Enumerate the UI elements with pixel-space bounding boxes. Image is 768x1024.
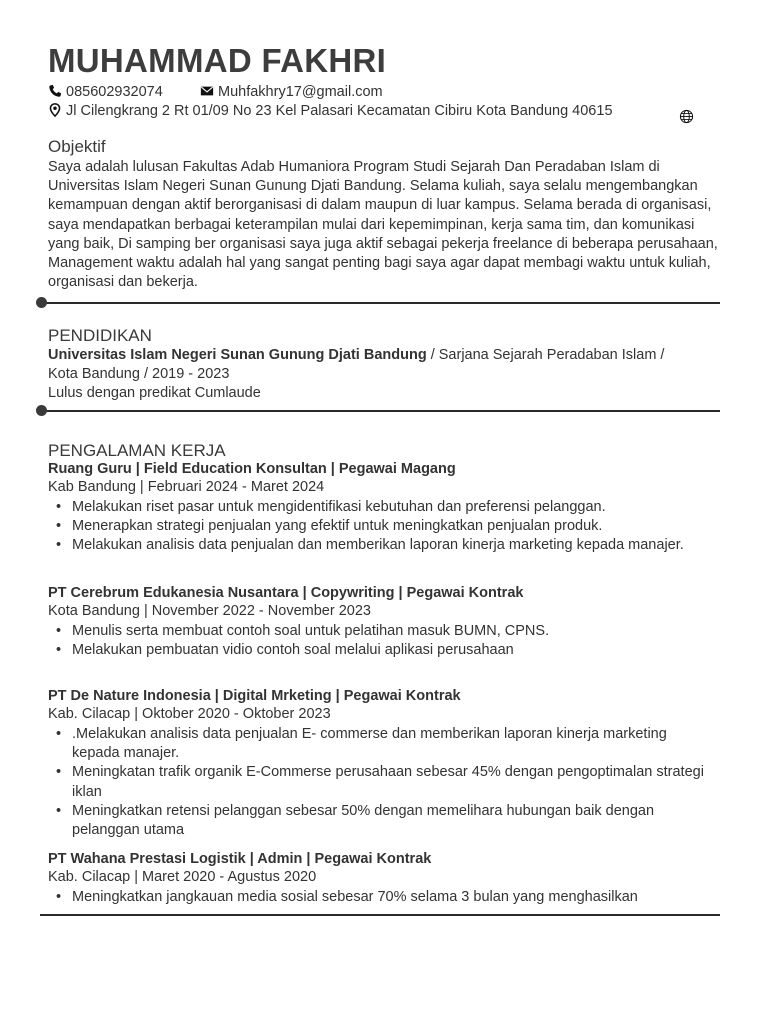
education-institution: Universitas Islam Negeri Sunan Gunung Djati Bandung <box>48 347 427 363</box>
list-item: • Meningkatkan jangkauan media sosial sebesar 70% selama 3 bulan yang menghasilkan <box>48 888 708 907</box>
objective-text: Saya adalah lulusan Fakultas Adab Humaniora Program Studi Sejarah Dan Peradaban Islam di Universitas Islam Negeri Sunan Gunung Djati Bandung. Selama kuliah, saya selalu mengembangkan kemampuan dengan aktif berorganisasi di dalam maupun di luar kampus. Selama berada di organisasi, saya mendapatkan berbagai keterampilan mulai dari kepemimpinan, kerja sama tim, dan komunikasi yang baik, Di samping ber organisasi saya juga aktif sebagai pekerja freelance di beberapa perusahaan, Management waktu adalah hal yang sangat penting bagi saya agar dapat membagi waktu untuk kuliah, organisasi dan bekerja. <box>48 159 718 291</box>
list-item: • Meningkatan trafik organik E-Commerse perusahaan sebesar 45% dengan pengoptimalan strategi iklan <box>48 763 708 801</box>
envelope-icon <box>200 84 214 98</box>
education-degree: / Sarjana Sejarah Peradaban Islam / <box>426 347 665 363</box>
section-divider <box>40 410 720 412</box>
phone-number: 085602932074 <box>66 84 163 100</box>
job-bullets <box>48 622 708 660</box>
list-item: • Menulis serta membuat contoh soal untuk pelatihan masuk BUMN, CPNS. <box>48 622 708 641</box>
job-bullets <box>48 888 708 907</box>
contact-row-phone-email <box>48 84 383 100</box>
contact-row-address <box>48 103 613 119</box>
list-item: • Melakukan analisis data penjualan dan memberikan laporan kinerja marketing kepada manajer. <box>48 536 708 555</box>
objective-heading: Objektif <box>48 137 106 156</box>
job-title: Ruang Guru | Field Education Konsultan | Pegawai Magang <box>48 461 456 477</box>
map-pin-icon <box>48 103 62 117</box>
job-meta: Kab Bandung | Februari 2024 - Maret 2024 <box>48 479 325 495</box>
experience-heading: PENGALAMAN KERJA <box>48 441 226 460</box>
list-item: • Melakukan pembuatan vidio contoh soal melalui aplikasi perusahaan <box>48 641 708 660</box>
email-group <box>200 84 383 100</box>
section-divider <box>40 302 720 304</box>
globe-icon[interactable] <box>679 109 694 124</box>
list-item: • .Melakukan analisis data penjualan E- commerse dan memberikan laporan kinerja marketing kepada manajer. <box>48 725 708 763</box>
divider-dot <box>36 405 47 416</box>
education-heading: PENDIDIKAN <box>48 326 152 345</box>
job-title: PT De Nature Indonesia | Digital Mrketing | Pegawai Kontrak <box>48 688 461 704</box>
job-meta: Kota Bandung | November 2022 - November 2023 <box>48 603 371 619</box>
education-location-years: Kota Bandung / 2019 - 2023 <box>48 366 230 383</box>
job-meta: Kab. Cilacap | Maret 2020 - Agustus 2020 <box>48 869 317 885</box>
list-item: • Melakukan riset pasar untuk mengidentifikasi kebutuhan dan preferensi pelanggan. <box>48 498 708 517</box>
education-entry <box>48 346 718 404</box>
email-address: Muhfakhry17@gmail.com <box>218 84 383 100</box>
education-note: Lulus dengan predikat Cumlaude <box>48 385 261 402</box>
address-text: Jl Cilengkrang 2 Rt 01/09 No 23 Kel Palasari Kecamatan Cibiru Kota Bandung 40615 <box>66 103 613 119</box>
phone-icon <box>48 84 62 98</box>
divider-dot <box>36 297 47 308</box>
section-divider <box>40 914 720 916</box>
list-item: • Meningkatkan retensi pelanggan sebesar 50% dengan memelihara hubungan baik dengan pelanggan utama <box>48 802 708 840</box>
list-item: • Menerapkan strategi penjualan yang efektif untuk meningkatkan penjualan produk. <box>48 517 708 536</box>
job-title: PT Wahana Prestasi Logistik | Admin | Pegawai Kontrak <box>48 851 432 867</box>
resume-name: MUHAMMAD FAKHRI <box>48 42 387 79</box>
job-title: PT Cerebrum Edukanesia Nusantara | Copywriting | Pegawai Kontrak <box>48 585 524 601</box>
job-bullets <box>48 725 708 840</box>
job-bullets <box>48 498 708 556</box>
job-meta: Kab. Cilacap | Oktober 2020 - Oktober 2023 <box>48 706 331 722</box>
